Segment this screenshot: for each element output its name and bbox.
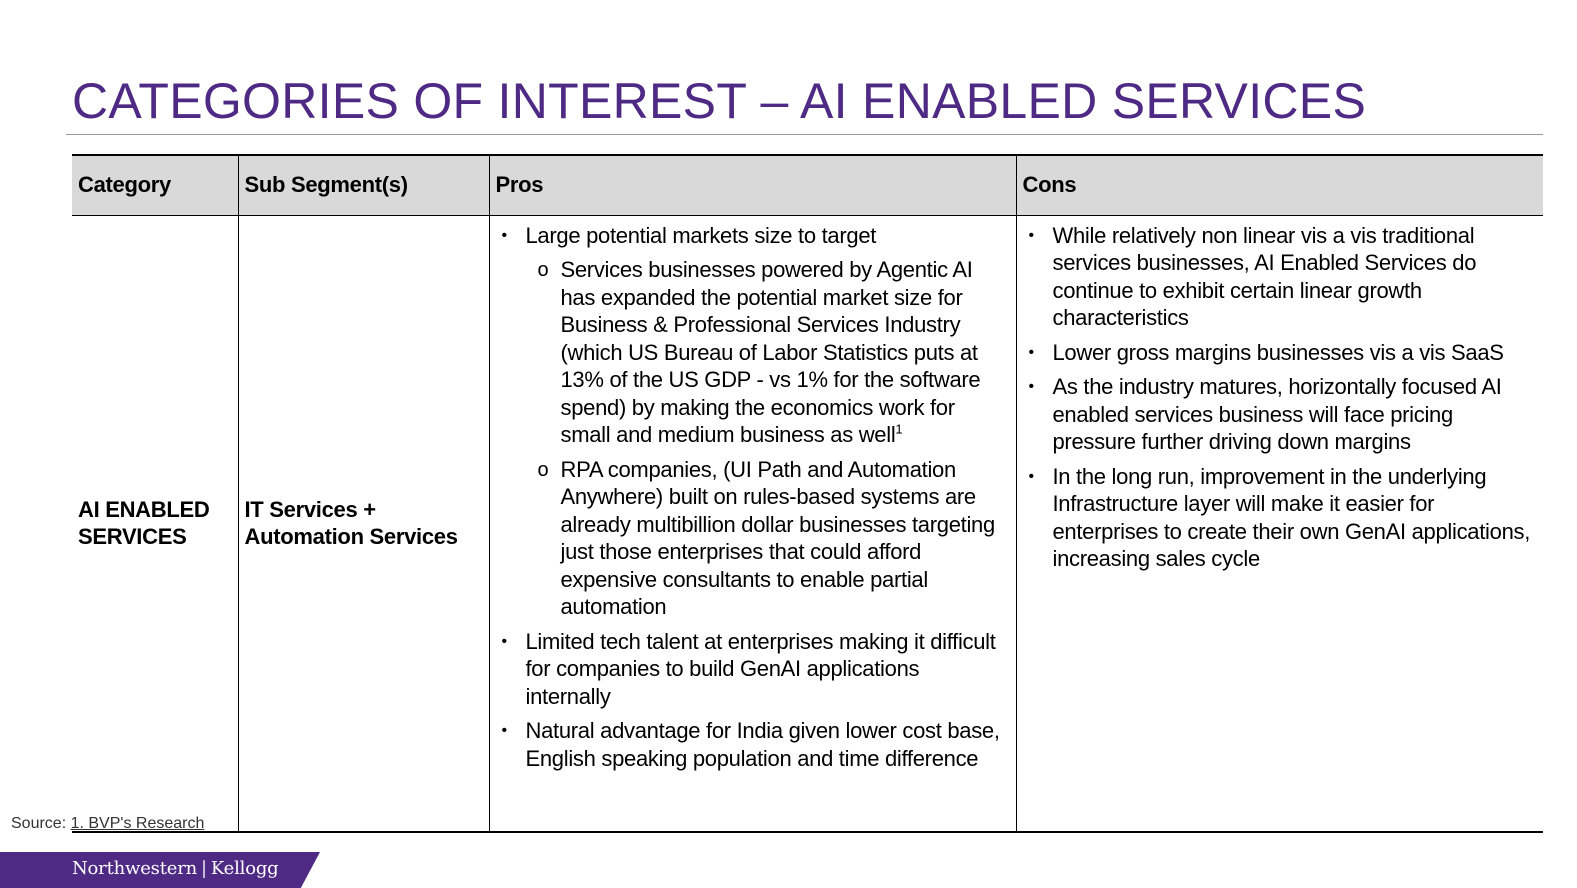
header-cons: Cons [1016, 155, 1543, 215]
table-row [72, 215, 1543, 832]
pros-sub-list [526, 256, 1010, 621]
list-item [1023, 463, 1538, 573]
footnote-marker: 1 [895, 421, 903, 437]
brand-northwestern: Northwestern [72, 858, 197, 879]
sub-segment-line-1: IT Services + [244, 496, 376, 522]
source-link[interactable]: 1. BVP's Research [70, 815, 205, 832]
bullet-icon: • [1028, 226, 1034, 244]
cons-bullet-1: While relatively non linear vis a vis traditional services businesses, AI Enabled Services do continue to exhibit certain linear growth characteristics [1052, 222, 1477, 330]
bullet-icon: • [1028, 378, 1034, 395]
pros-cell [489, 215, 1016, 832]
categories-table [72, 154, 1543, 833]
cons-bullet-2: Lower gross margins businesses vis a vis SaaS [1052, 339, 1504, 365]
pros-bullet-1: Large potential markets size to target [525, 222, 877, 248]
cons-bullet-4: In the long run, improvement in the underlying Infrastructure layer will make it easier for enterprises to create their own GenAI applications, increasing sales cycle [1052, 463, 1531, 571]
header-pros: Pros [489, 155, 1016, 215]
list-item [496, 717, 1010, 772]
bullet-icon: • [1028, 343, 1034, 361]
pros-sub-bullet-2: RPA companies, (UI Path and Automation Anywhere) built on rules-based systems are already multibillion dollar businesses targeting just those enterprises that could afford expensive consultants to enable partial automation [560, 456, 995, 619]
source-note [11, 815, 204, 833]
slide-title: CATEGORIES OF INTEREST – AI ENABLED SERVICES [72, 73, 1367, 129]
category-line-2: SERVICES [78, 524, 187, 550]
sub-bullet-icon: o [537, 458, 549, 481]
category-cell [72, 215, 238, 832]
list-item [1023, 339, 1538, 367]
brand-logo [72, 858, 279, 879]
bullet-icon: • [501, 226, 507, 244]
bullet-icon: • [501, 632, 507, 650]
table-header-row [72, 155, 1543, 215]
sub-bullet-icon: o [537, 259, 549, 281]
sub-segment-cell [238, 215, 489, 832]
list-item [526, 456, 1010, 621]
header-category: Category [72, 155, 238, 215]
bullet-icon: • [501, 722, 507, 739]
cons-list [1023, 222, 1538, 573]
brand-separator: | [201, 858, 207, 879]
bullet-icon: • [1028, 467, 1034, 485]
header-sub-segment: Sub Segment(s) [238, 155, 489, 215]
pros-bullet-2: Limited tech talent at enterprises making it difficult for companies to build GenAI applications internally [525, 628, 996, 709]
pros-list [496, 222, 1010, 773]
list-item [1023, 222, 1538, 332]
sub-segment-line-2: Automation Services [244, 524, 458, 550]
source-label: Source: [11, 815, 67, 832]
cons-cell [1016, 215, 1543, 832]
list-item [526, 256, 1010, 449]
list-item [496, 222, 1010, 621]
title-divider [66, 134, 1543, 135]
category-line-1: AI ENABLED [78, 496, 210, 522]
pros-sub-bullet-1: Services businesses powered by Agentic AI has expanded the potential market size for Business & Professional Services Industry (which US Bureau of Labor Statistics puts at 13% of the US GDP - vs 1% for the software spend) by making the economics work for small and medium business as well [560, 257, 981, 447]
brand-kellogg: Kellogg [210, 858, 279, 879]
cons-bullet-3: As the industry matures, horizontally focused AI enabled services business will face pricing pressure further driving down margins [1052, 374, 1502, 454]
pros-bullet-3: Natural advantage for India given lower cost base, English speaking population and time difference [525, 718, 1000, 771]
list-item [496, 628, 1010, 711]
list-item [1023, 373, 1538, 456]
